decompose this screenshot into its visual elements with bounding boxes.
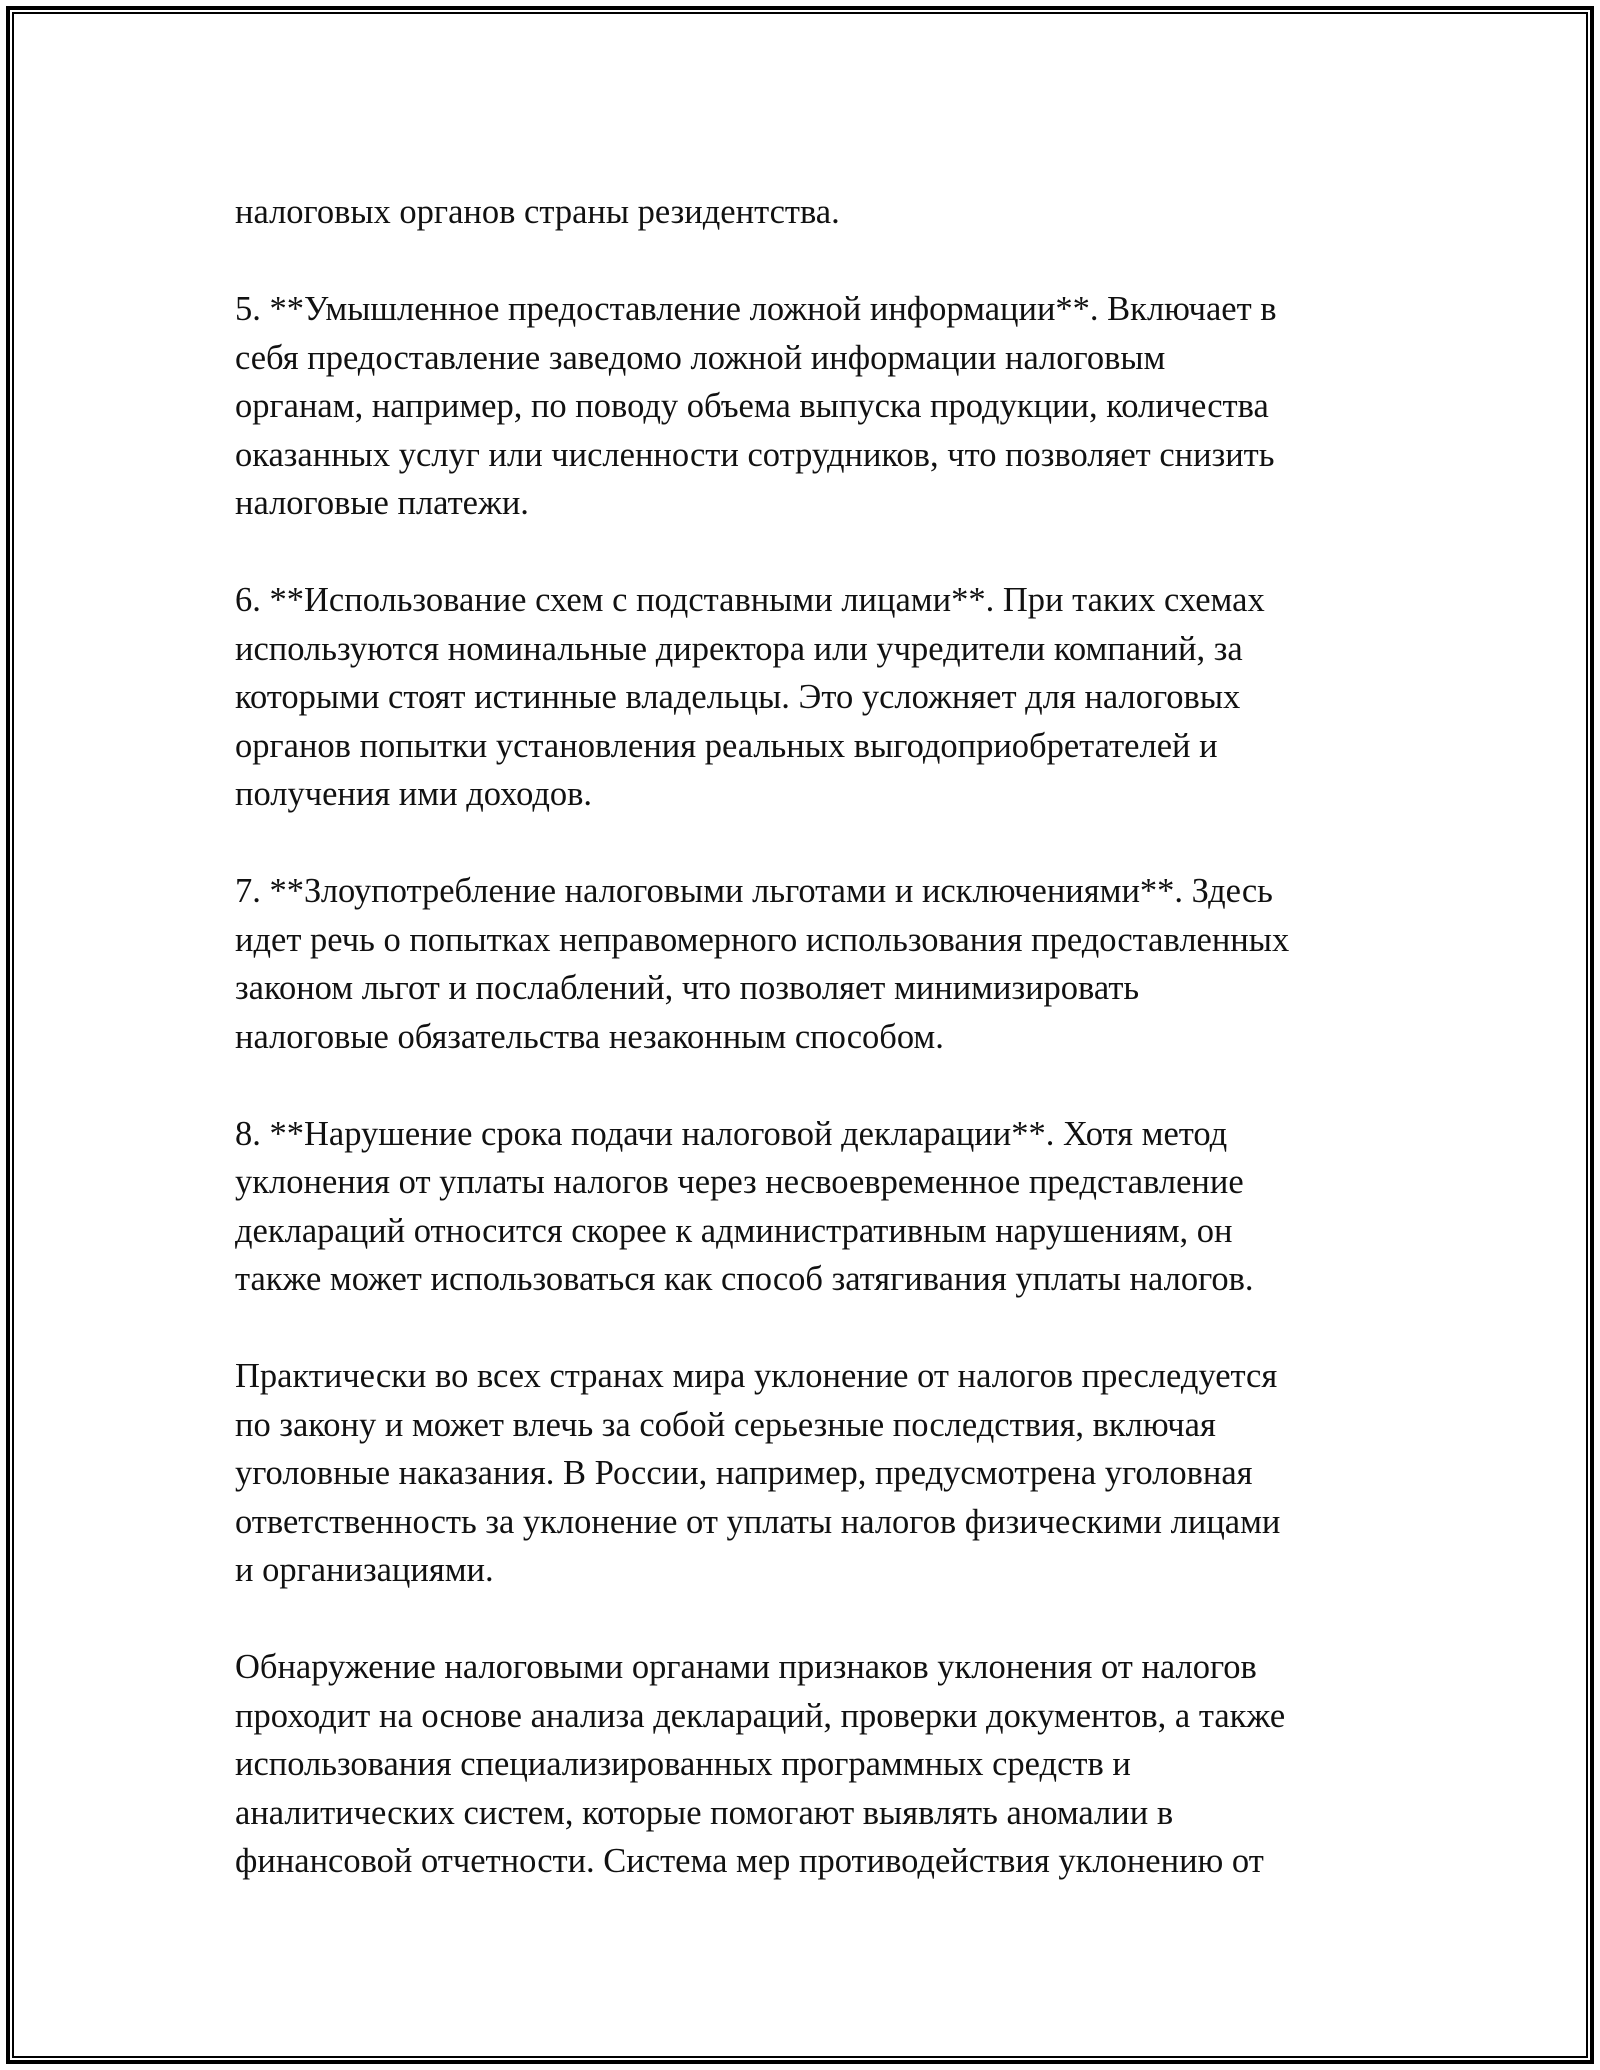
paragraph-item-8: 8. **Нарушение срока подачи налоговой декларации**. Хотя метод уклонения от уплаты налогов через несвоевременное представление деклараций относится скорее к административным нарушениям, он также может использоваться как способ затягивания уплаты налогов. <box>235 1114 1254 1298</box>
paragraph-item-5: 5. **Умышленное предоставление ложной информации**. Включает в себя предоставление заведомо ложной информации налоговым органам, например, по поводу объема выпуска продукции, количества оказанных услуг или численности сотрудников, что позволяет снизить налоговые платежи. <box>235 290 1277 522</box>
document-body <box>235 188 1375 1934</box>
paragraph-detection: Обнаружение налоговыми органами признаков уклонения от налогов проходит на основе анализа деклараций, проверки документов, а также использования специализированных программных средств и аналитических систем, которые помогают выявлять аномалии в финансовой отчетности. Система мер противодействия уклонению от <box>235 1648 1286 1880</box>
paragraph-prosecution: Практически во всех странах мира уклонение от налогов преследуется по закону и может влечь за собой серьезные последствия, включая уголовные наказания. В России, например, предусмотрена уголовная ответственность за уклонение от уплаты налогов физическими лицами и организациями. <box>235 1357 1281 1589</box>
paragraph-item-7: 7. **Злоупотребление налоговыми льготами и исключениями**. Здесь идет речь о попытках неправомерного использования предоставленных законом льгот и послаблений, что позволяет минимизировать налоговые обязательства незаконным способом. <box>235 872 1290 1056</box>
paragraph-continuation: налоговых органов страны резидентства. <box>235 193 840 231</box>
paragraph-item-6: 6. **Использование схем с подставными лицами**. При таких схемах используются номинальные директора или учредители компаний, за которыми стоят истинные владельцы. Это усложняет для налоговых органов попытки установления реальных выгодоприобретателей и получения ими доходов. <box>235 581 1265 813</box>
